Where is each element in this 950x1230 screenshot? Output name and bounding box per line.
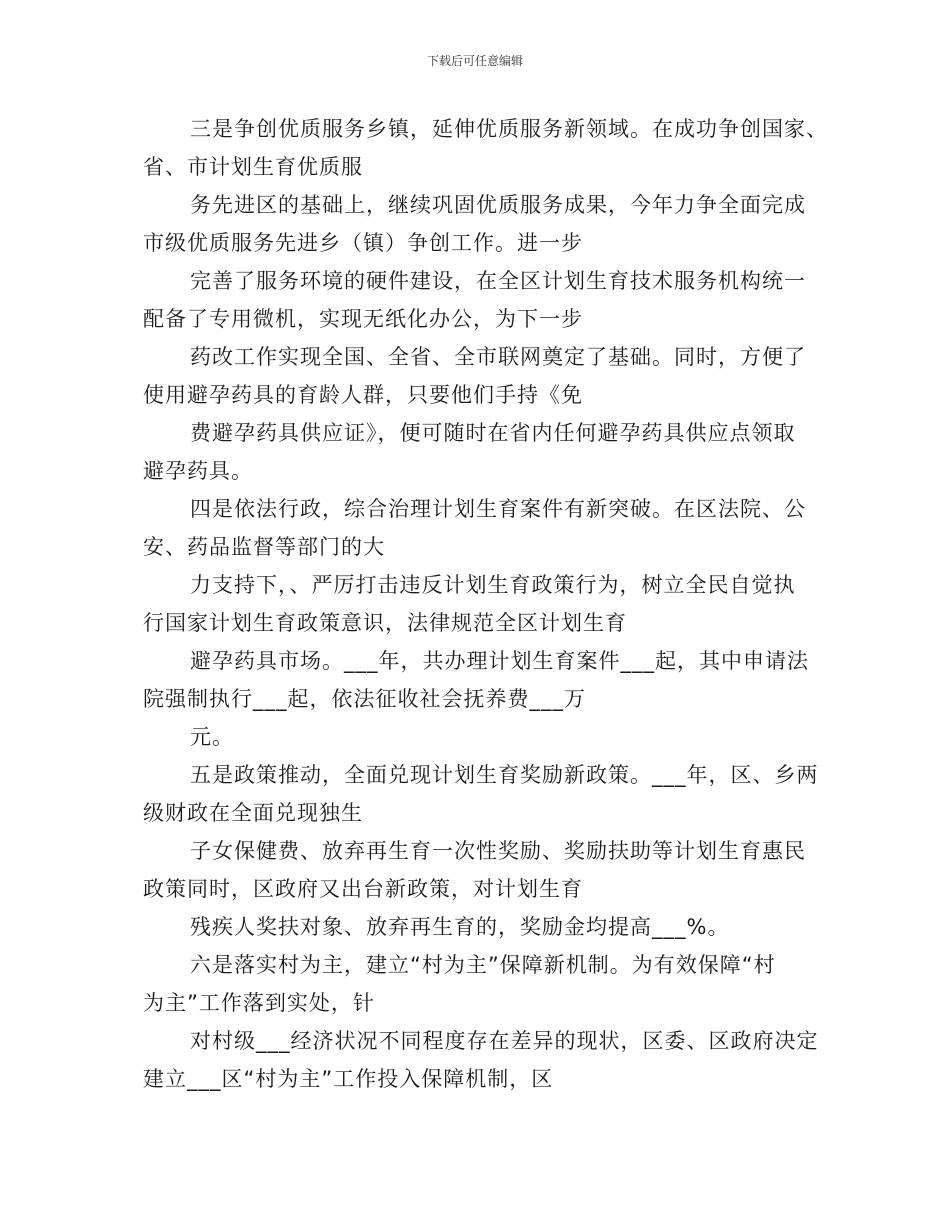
text-line: 五是政策推动，全面兑现计划生育奖励新政策。___年，区、乡两 [190,763,819,787]
text-line: 完善了服务环境的硬件建设，在全区计划生育技术服务机构统一 [190,269,806,293]
text-line: 院强制执行___起，依法征收社会抚养费___万 [143,687,586,711]
text-line: 行国家计划生育政策意识，法律规范全区计划生育 [143,611,627,635]
text-line: 为主”工作落到实处，针 [143,991,375,1015]
text-line: 务先进区的基础上，继续巩固优质服务成果，今年力争全面完成 [190,193,806,217]
text-line: 三是争创优质服务乡镇，延伸优质服务新领域。在成功争创国家、 [190,117,828,141]
text-line: 省、市计划生育优质服 [143,155,363,179]
text-line: 药改工作实现全国、全省、全市联网奠定了基础。同时，方便了 [190,345,806,369]
text-line: 避孕药具市场。___年，共办理计划生育案件___起，其中申请法 [190,649,809,673]
text-line: 使用避孕药具的育龄人群，只要他们手持《免 [143,383,583,407]
text-line: 市级优质服务先进乡（镇）争创工作。进一步 [143,231,583,255]
text-line: 元。 [190,725,234,749]
text-line: 力支持下，、严厉打击违反计划生育政策行为，树立全民自觉执 [190,573,796,597]
page-header: 下载后可任意编辑 [426,54,523,68]
text-line: 级财政在全面兑现独生 [143,801,363,825]
document-body [143,110,828,1098]
text-line: 四是依法行政，综合治理计划生育案件有新突破。在区法院、公 [190,497,806,521]
text-line: 六是落实村为主，建立“村为主”保障新机制。为有效保障“村 [190,953,776,977]
text-line: 子女保健费、放弃再生育一次性奖励、奖励扶助等计划生育惠民 [190,839,806,863]
text-line: 安、药品监督等部门的大 [143,535,385,559]
text-line: 配备了专用微机，实现无纸化办公，为下一步 [143,307,583,331]
text-line: 残疾人奖扶对象、放弃再生育的，奖励金均提高___%。 [190,915,730,939]
text-line: 避孕药具。 [143,459,253,483]
text-line: 费避孕药具供应证》，便可随时在省内任何避孕药具供应点领取 [190,421,796,445]
text-line: 政策同时，区政府又出台新政策，对计划生育 [143,877,583,901]
text-line: 建立___区“村为主”工作投入保障机制，区 [143,1067,554,1091]
text-line: 对村级___经济状况不同程度存在差异的现状，区委、区政府决定 [190,1029,819,1053]
